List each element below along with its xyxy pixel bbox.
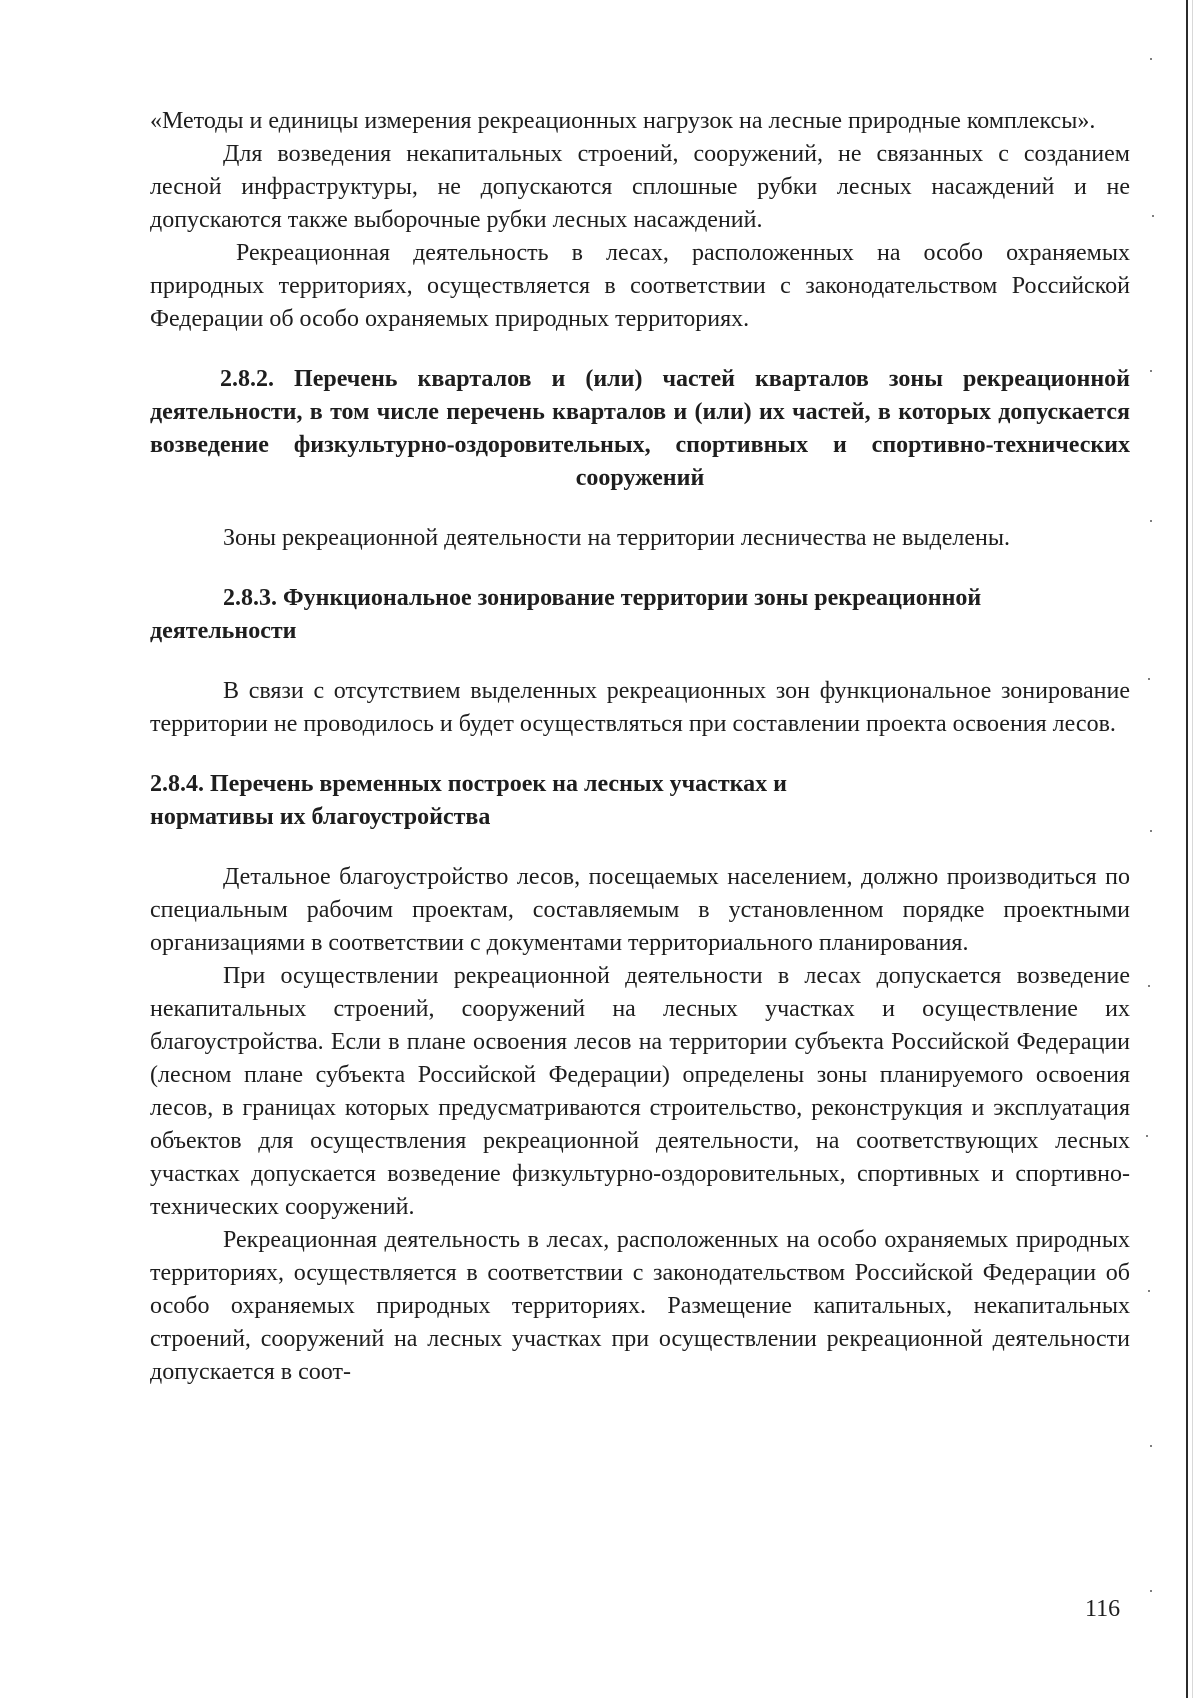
scan-speck bbox=[1148, 678, 1150, 680]
section-2-8-2-heading: 2.8.2. Перечень кварталов и (или) частей кварталов зоны рекреационной деятельности, в том числе перечень кварталов и (или) их частей, в которых допускается возведение физкультурно-оздоровительных, спортивных и спортивно-технических сооружений bbox=[150, 366, 1130, 491]
scan-edge-shadow bbox=[1192, 0, 1193, 1698]
spacer bbox=[150, 741, 1130, 768]
scan-speck bbox=[1146, 1135, 1148, 1137]
scan-speck bbox=[1150, 370, 1152, 372]
scan-speck bbox=[1150, 520, 1152, 522]
section-2-8-3-body: В связи с отсутствием выделенных рекреационных зон функциональное зонирование территории не проводилось и будет осуществляться при составлении проекта освоения лесов. bbox=[150, 678, 1130, 737]
section-2-8-2-body: Зоны рекреационной деятельности на территории лесничества не выделены. bbox=[223, 525, 1010, 551]
scan-speck bbox=[1152, 215, 1154, 217]
scan-speck bbox=[1150, 1590, 1152, 1592]
paragraph-construction-restrictions: Для возведения некапитальных строений, сооружений, не связанных с созданием лесной инфраструктуры, не допускаются сплошные рубки лесных насаждений и не допускаются также выборочные рубки лесных насаждений. bbox=[150, 141, 1130, 233]
spacer bbox=[150, 336, 1130, 363]
section-2-8-4-paragraph-detailed-improvement: Детальное благоустройство лесов, посещаемых населением, должно производиться по специальным рабочим проектам, составляемым в установленном порядке проектными организациями в соответствии с документами территориального планирования. bbox=[150, 864, 1130, 956]
section-2-8-3-heading: 2.8.3. Функциональное зонирование территории зоны рекреационной деятельности bbox=[150, 585, 982, 644]
scan-speck bbox=[1150, 830, 1152, 832]
intro-paragraph: «Методы и единицы измерения рекреационных нагрузок на лесные природные комплексы». bbox=[150, 108, 1096, 134]
paragraph-protected-territories: Рекреационная деятельность в лесах, расположенных на особо охраняемых природных территориях, осуществляется в соответствии с законодательством Российской Федерации об особо охраняемых природных территориях. bbox=[150, 240, 1130, 332]
page-number: 116 bbox=[1085, 1596, 1121, 1622]
section-2-8-4-paragraph-protected-territories: Рекреационная деятельность в лесах, расположенных на особо охраняемых природных территориях, осуществляется в соответствии с законодательством Российской Федерации об особо охраняемых природных территориях. Размещение капитальных, некапитальных строений, сооружений на лесных участках при осуществлении рекреационной деятельности допускается в соот- bbox=[150, 1227, 1130, 1385]
scan-speck bbox=[1148, 1290, 1150, 1292]
section-2-8-4-paragraph-recreational-activity: При осуществлении рекреационной деятельности в лесах допускается возведение некапитальных строений, сооружений на лесных участках и осуществление их благоустройства. Если в плане освоения лесов на территории субъекта Российской Федерации (лесном плане субъекта Российской Федерации) определены зоны планируемого освоения лесов, в границах которых предусматриваются строительство, реконструкция и эксплуатация объектов для осуществления рекреационной деятельности, на соответствующих лесных участках допускается возведение физкультурно-оздоровительных, спортивных и спортивно-технических сооружений. bbox=[150, 963, 1130, 1220]
scan-edge-line bbox=[1186, 0, 1188, 1698]
spacer bbox=[150, 555, 1130, 582]
spacer bbox=[150, 648, 1130, 675]
scan-speck bbox=[1148, 985, 1150, 987]
section-2-8-4-heading-line2: нормативы их благоустройства bbox=[150, 804, 491, 830]
scan-speck bbox=[1150, 1445, 1152, 1447]
spacer bbox=[150, 834, 1130, 861]
page-content bbox=[150, 105, 1130, 1389]
scan-speck bbox=[1150, 58, 1152, 60]
section-2-8-4-heading-line1: 2.8.4. Перечень временных построек на лесных участках и bbox=[150, 771, 787, 797]
spacer bbox=[150, 495, 1130, 522]
